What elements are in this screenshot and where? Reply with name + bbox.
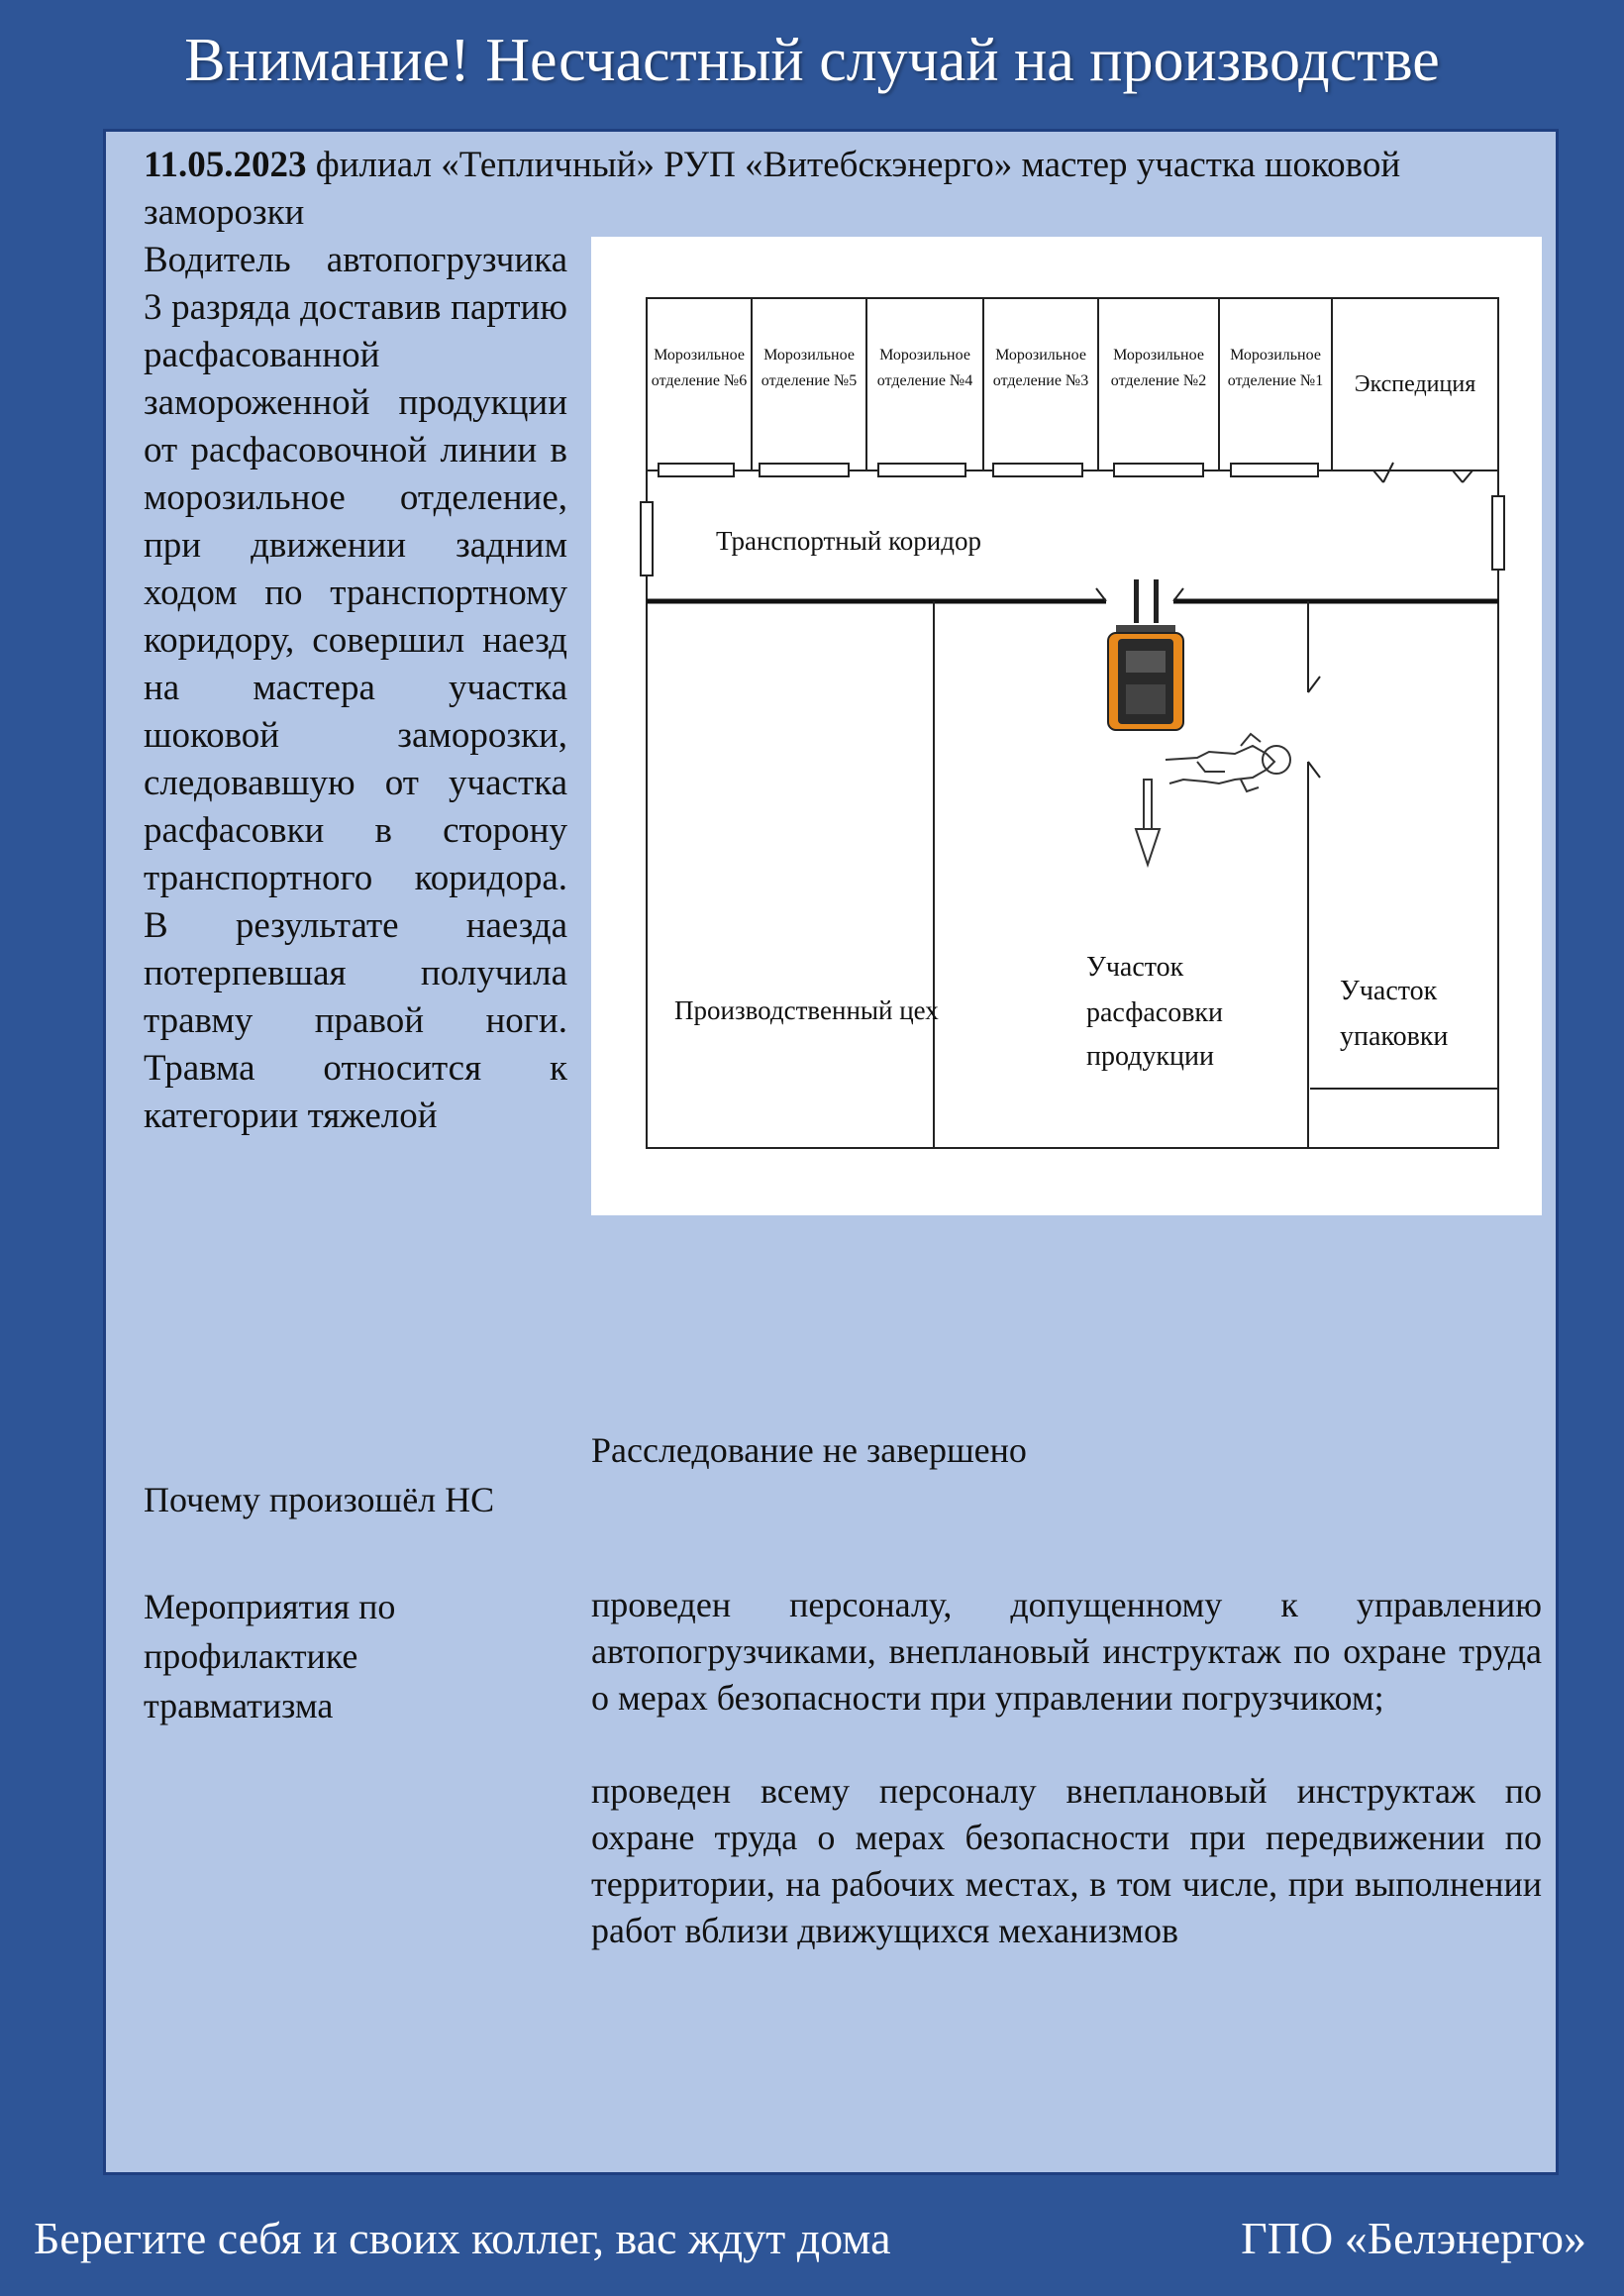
accident-scheme-drawing	[591, 237, 1542, 1215]
freezer-2-label-top: Морозильное	[1113, 347, 1204, 364]
content-panel	[103, 129, 1559, 2175]
corridor-label: Транспортный коридор	[716, 526, 981, 556]
investigation-status: Расследование не завершено	[591, 1430, 1027, 1470]
measure-item: проведен всему персоналу внеплановый инструктаж по охране труда о мерах безопасности при передвижении по территории, на рабочих местах, в том числе, при выполнении работ вблизи движущихся механизмов	[591, 1771, 1542, 1950]
direction-arrow-icon	[1136, 780, 1160, 865]
accident-scheme	[591, 237, 1542, 1215]
why-heading: Почему произошёл НС	[144, 1480, 495, 1519]
freezer-6-label-num: отделение №6	[651, 372, 748, 389]
freezer-5-label-num: отделение №5	[761, 372, 858, 389]
packing-area-line3: продукции	[1086, 1041, 1214, 1072]
wrapping-area-line2: упаковки	[1340, 1021, 1449, 1052]
measures-heading: Мероприятия по профилактике травматизма	[144, 1587, 396, 1725]
incident-description: Водитель автопогрузчика 3 разряда доставив партию расфасованной замороженной продукции от расфасовочной линии в морозильное отделение, при движении задним ходом по транспортному коридору, совершил наезд на мастера участка шоковой заморозки, следовавшую от участка расфасовки в сторону транспортного коридора. В результате наезда потерпевшая получила травму правой ноги. Травма относится к категории тяжелой	[144, 240, 567, 1136]
incident-headline-text: филиал «Тепличный» РУП «Витебскэнерго» мастер участка шоковой заморозки	[144, 145, 1401, 233]
poster-title: Внимание! Несчастный случай на производстве	[184, 27, 1440, 94]
measure-item: проведен персоналу, допущенному к управлению автопогрузчиками, внеплановый инструктаж по охране труда о мерах безопасности при управлении погрузчиком;	[591, 1585, 1542, 1718]
incident-headline	[144, 142, 1550, 237]
packing-area-line1: Участок	[1086, 952, 1184, 983]
footer-slogan: Берегите себя и своих коллег, вас ждут дома	[34, 2213, 891, 2263]
freezer-5-label-top: Морозильное	[763, 347, 855, 364]
incident-date: 11.05.2023	[144, 145, 307, 185]
freezer-6-label-top: Морозильное	[654, 347, 745, 364]
footer-organization: ГПО «Белэнерго»	[1241, 2213, 1586, 2263]
freezer-1-label-num: отделение №1	[1227, 372, 1324, 389]
freezer-4-label-top: Морозильное	[879, 347, 970, 364]
freezer-3-label-num: отделение №3	[992, 372, 1089, 389]
expedition-label: Экспедиция	[1354, 371, 1476, 397]
freezer-2-label-num: отделение №2	[1110, 372, 1207, 389]
freezer-3-label-top: Морозильное	[995, 347, 1086, 364]
workshop-label: Производственный цех	[674, 995, 939, 1025]
packing-area-line2: расфасовки	[1086, 997, 1224, 1028]
freezer-4-label-num: отделение №4	[876, 372, 973, 389]
freezer-1-label-top: Морозильное	[1230, 347, 1321, 364]
wrapping-area-line1: Участок	[1340, 976, 1438, 1006]
victim-figure-icon	[1166, 734, 1290, 791]
forklift-icon	[1108, 579, 1183, 730]
